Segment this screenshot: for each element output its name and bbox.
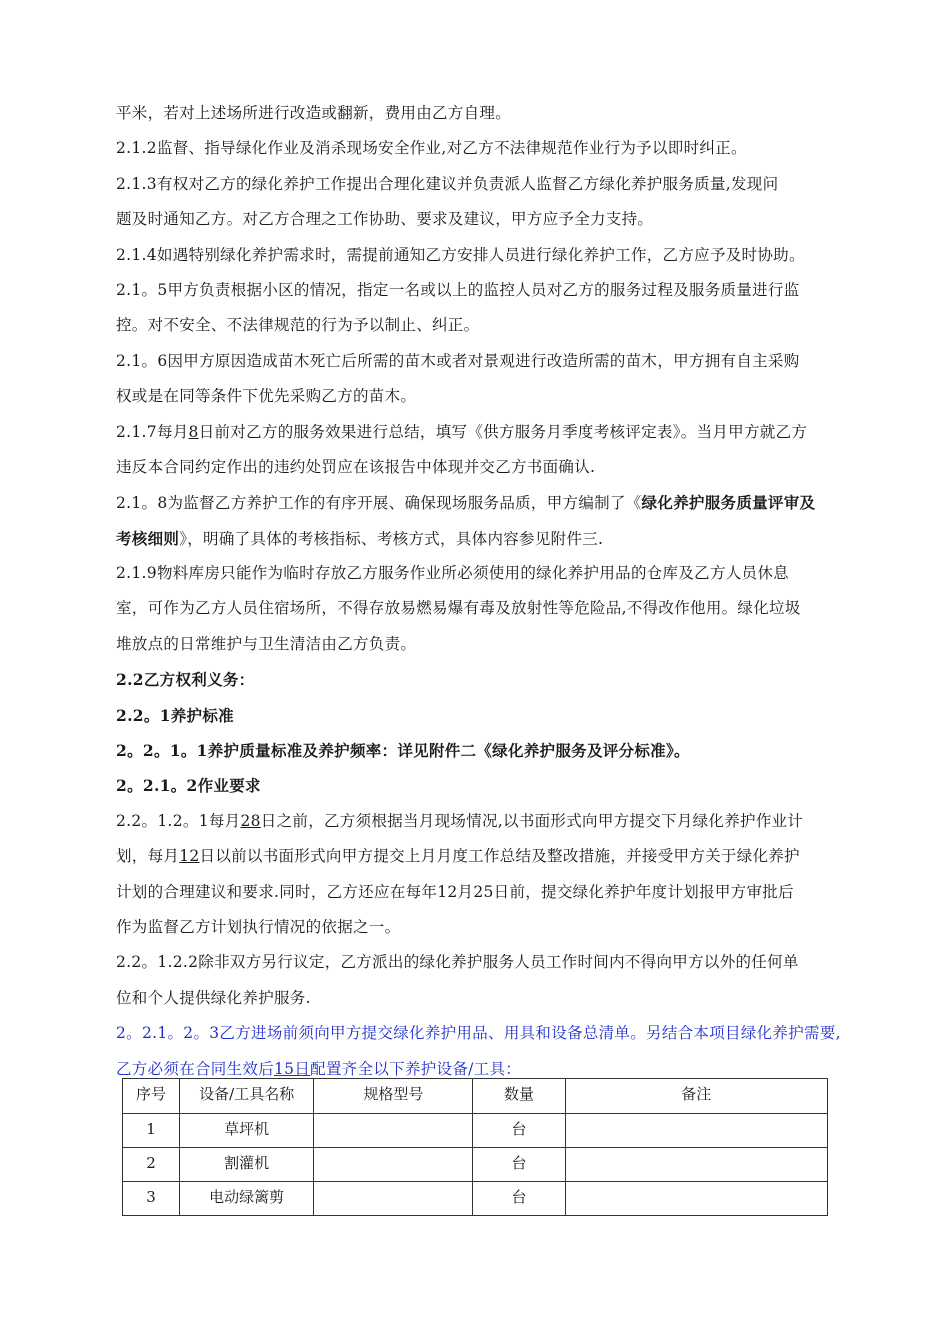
text-line xyxy=(116,379,844,414)
text-line xyxy=(116,627,844,662)
text-run: 8 xyxy=(188,422,199,441)
table-cell xyxy=(314,1182,473,1216)
text-run: 权或是在同等条件下优先采购乙方的苗木。 xyxy=(116,387,417,406)
text-line xyxy=(116,415,844,450)
table-row xyxy=(123,1114,828,1148)
text-line xyxy=(116,308,844,343)
text-run: 绿化养护服务质量评审及 xyxy=(641,493,816,513)
subsection-heading xyxy=(116,733,844,768)
text-run: 12 xyxy=(179,847,200,866)
text-run: 2.2。1.2.2除非双方另行议定，乙方派出的绿化养护服务人员工作时间内不得向甲方以外的任何单 xyxy=(116,953,799,972)
text-line xyxy=(116,875,844,910)
text-run: 2.2。1.2。1每月 xyxy=(116,811,241,830)
text-line xyxy=(116,450,844,485)
text-run: 》，明确了具体的考核指标、考核方式，具体内容参见附件三. xyxy=(179,529,604,548)
table-cell xyxy=(565,1182,827,1216)
table-row xyxy=(123,1182,828,1216)
text-run: 2.1。5甲方负责根据小区的情况，指定一名或以上的监控人员对乙方的服务过程及服务质量进行监 xyxy=(116,280,800,299)
document-body xyxy=(116,96,844,1087)
text-run: 2.1.4如遇特别绿化养护需求时，需提前通知乙方安排人员进行绿化养护工作，乙方应予及时协助。 xyxy=(116,245,805,264)
text-line xyxy=(116,556,844,591)
text-run: 违反本合同约定作出的违约处罚应在该报告中体现并交乙方书面确认. xyxy=(116,457,596,476)
table-cell xyxy=(314,1114,473,1148)
text-run: 室，可作为乙方人员住宿场所，不得存放易燃易爆有毒及放射性等危险品,不得改作他用。绿化垃圾 xyxy=(116,599,801,618)
text-line xyxy=(116,945,844,980)
text-run: 2.1。8为监督乙方养护工作的有序开展、确保现场服务品质，甲方编制了《 xyxy=(116,494,642,513)
text-run: 15日 xyxy=(274,1059,311,1078)
table-cell xyxy=(565,1148,827,1182)
text-run: 划，每月 xyxy=(116,847,180,866)
text-line xyxy=(116,521,844,556)
text-run: 堆放点的日常维护与卫生清洁由乙方负责。 xyxy=(116,634,417,653)
text-line xyxy=(116,804,844,839)
text-run: 考核细则 xyxy=(116,528,180,548)
table-cell: 草坪机 xyxy=(180,1114,314,1148)
table-cell: 割灌机 xyxy=(180,1148,314,1182)
text-run: 位和个人提供绿化养护服务. xyxy=(116,988,311,1007)
text-run: 日之前，乙方须根据当月现场情况,以书面形式向甲方提交下月绿化养护作业计 xyxy=(260,811,804,830)
header-cell: 备注 xyxy=(565,1079,827,1114)
text-run: 2。2。1。1养护质量标准及养护频率：详见附件二《绿化养护服务及评分标准》。 xyxy=(116,741,690,761)
text-run: 计划的合理建议和要求.同时，乙方还应在每年12月25日前，提交绿化养护年度计划报甲方审批后 xyxy=(116,882,794,901)
text-run: 日以前以书面形式向甲方提交上月月度工作总结及整改措施，并接受甲方关于绿化养护 xyxy=(199,847,800,866)
table-cell: 台 xyxy=(473,1148,565,1182)
table-row xyxy=(123,1148,828,1182)
text-run: 2.1.2监督、指导绿化作业及消杀现场安全作业,对乙方不法律规范作业行为予以即时纠正。 xyxy=(116,139,747,158)
text-line xyxy=(116,131,844,166)
subsection-heading xyxy=(116,768,844,803)
text-line xyxy=(116,981,844,1016)
header-cell: 数量 xyxy=(473,1079,565,1114)
text-line xyxy=(116,485,844,520)
text-run: 28 xyxy=(240,811,261,830)
subsection-heading xyxy=(116,698,844,733)
text-line xyxy=(116,839,844,874)
text-line xyxy=(116,344,844,379)
text-run: 控。对不安全、不法律规范的行为予以制止、纠正。 xyxy=(116,316,480,335)
text-run: 2.1.3有权对乙方的绿化养护工作提出合理化建议并负责派人监督乙方绿化养护服务质量,发现问 xyxy=(116,174,779,193)
text-run: 2.1。6因甲方原因造成苗木死亡后所需的苗木或者对景观进行改造所需的苗木，甲方拥有自主采购 xyxy=(116,351,800,370)
text-line xyxy=(116,910,844,945)
text-run: 平米，若对上述场所进行改造或翻新，费用由乙方自理。 xyxy=(116,104,512,122)
header-cell: 设备/工具名称 xyxy=(180,1079,314,1114)
text-line xyxy=(116,96,844,131)
table-cell: 台 xyxy=(473,1114,565,1148)
text-run: 题及时通知乙方。对乙方合理之工作协助、要求及建议，甲方应予全力支持。 xyxy=(116,210,654,229)
text-run: 日前对乙方的服务效果进行总结，填写《供方服务月季度考核评定表》。当月甲方就乙方 xyxy=(198,422,808,441)
table-cell: 2 xyxy=(123,1148,180,1182)
text-line xyxy=(116,202,844,237)
text-run: 2.1.9物料库房只能作为临时存放乙方服务作业所必须使用的绿化养护用品的仓库及乙方人员休息 xyxy=(116,564,789,583)
text-line xyxy=(116,591,844,626)
text-line xyxy=(116,273,844,308)
text-run: 作为监督乙方计划执行情况的依据之一。 xyxy=(116,917,401,936)
text-line xyxy=(116,1016,844,1051)
text-line xyxy=(116,238,844,273)
text-run: 乙方必须在合同生效后 xyxy=(116,1059,275,1078)
text-run: 配置齐全以下养护设备/工具： xyxy=(310,1059,522,1078)
header-cell: 序号 xyxy=(123,1079,180,1114)
text-run: 2。2.1。2。3乙方进场前须向甲方提交绿化养护用品、用具和设备总清单。另结合本项目绿化养护需要, xyxy=(116,1024,841,1043)
table-cell: 台 xyxy=(473,1182,565,1216)
table-cell xyxy=(314,1148,473,1182)
table-header-row xyxy=(123,1079,828,1114)
text-line xyxy=(116,167,844,202)
section-heading xyxy=(116,662,844,697)
table-cell: 1 xyxy=(123,1114,180,1148)
text-run: 2.2乙方权利义务： xyxy=(116,670,255,690)
table-cell: 电动绿篱剪 xyxy=(180,1182,314,1216)
header-cell: 规格型号 xyxy=(314,1079,473,1114)
table-cell: 3 xyxy=(123,1182,180,1216)
table-cell xyxy=(565,1114,827,1148)
text-run: 2。2.1。2作业要求 xyxy=(116,776,261,796)
text-run: 2.2。1养护标准 xyxy=(116,705,234,725)
text-run: 2.1.7每月 xyxy=(116,422,189,441)
equipment-table xyxy=(122,1078,828,1216)
